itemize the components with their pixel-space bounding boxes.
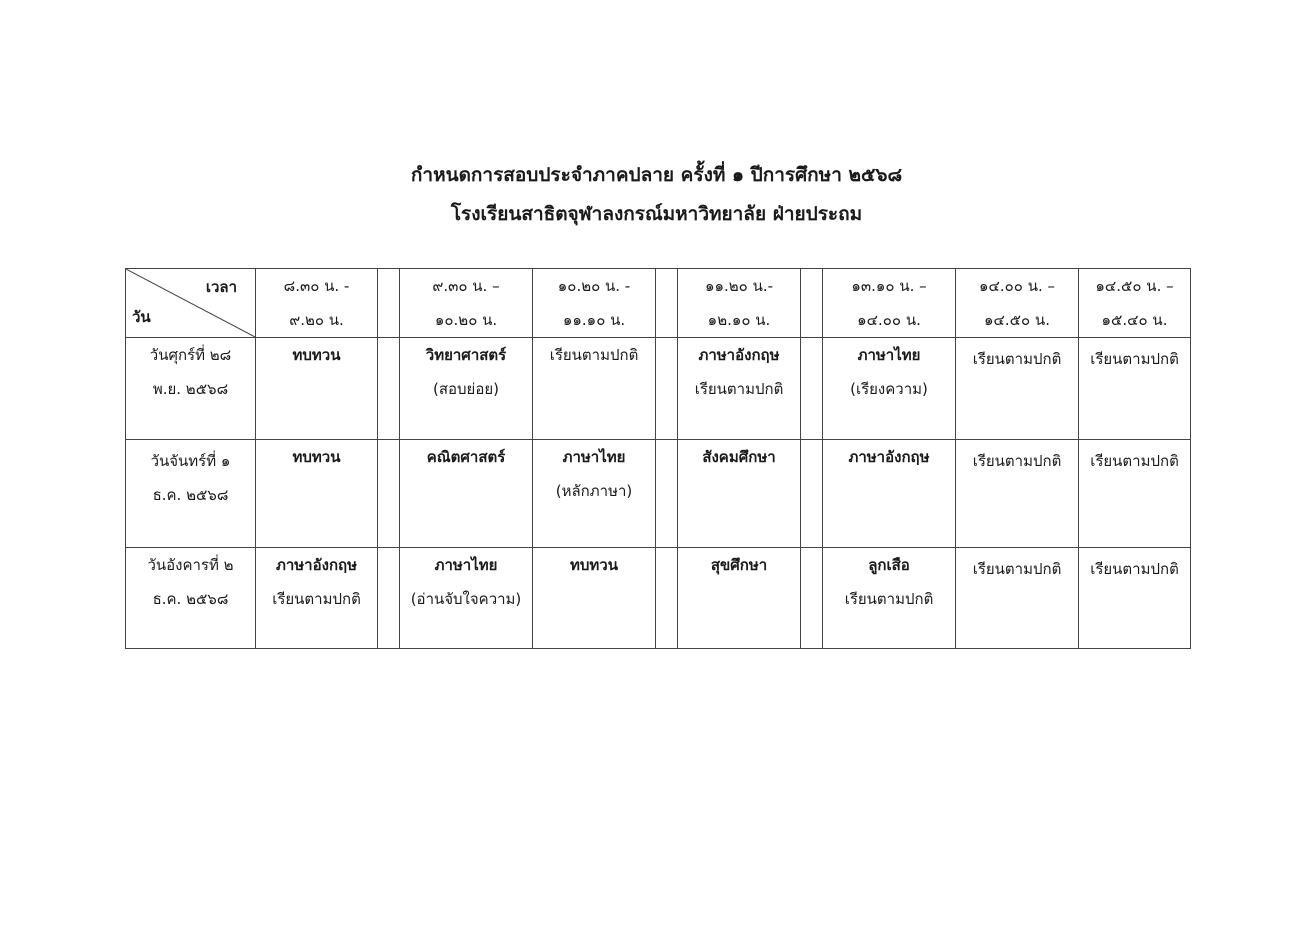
- header-row: [126, 269, 1191, 338]
- schedule-cell: ภาษาไทย (หลักภาษา): [533, 440, 656, 548]
- gap-column: [656, 440, 678, 548]
- table-row: [126, 338, 1191, 440]
- gap-column: [378, 338, 400, 440]
- time-slot-header: ๑๔.๐๐ น. – ๑๔.๕๐ น.: [956, 269, 1079, 338]
- gap-column: [378, 440, 400, 548]
- schedule-cell: ภาษาไทย (เรียงความ): [823, 338, 956, 440]
- schedule-cell: สุขศึกษา: [678, 548, 801, 649]
- schedule-cell: ภาษาอังกฤษ เรียนตามปกติ: [678, 338, 801, 440]
- schedule-cell: ทบทวน: [256, 338, 378, 440]
- schedule-cell: เรียนตามปกติ: [533, 338, 656, 440]
- time-slot-header: ๑๑.๒๐ น.- ๑๒.๑๐ น.: [678, 269, 801, 338]
- day-cell: วันอังคารที่ ๒ ธ.ค. ๒๕๖๘: [126, 548, 256, 649]
- schedule-cell: คณิตศาสตร์: [400, 440, 533, 548]
- schedule-cell: เรียนตามปกติ: [1079, 440, 1191, 548]
- table-row: [126, 548, 1191, 649]
- gap-column: [656, 548, 678, 649]
- schedule-cell: สังคมศึกษา: [678, 440, 801, 548]
- gap-column: [378, 269, 400, 338]
- schedule-cell: ลูกเสือ เรียนตามปกติ: [823, 548, 956, 649]
- schedule-cell: ทบทวน: [533, 548, 656, 649]
- time-slot-header: ๑๓.๑๐ น. – ๑๔.๐๐ น.: [823, 269, 956, 338]
- schedule-cell: เรียนตามปกติ: [956, 338, 1079, 440]
- schedule-cell: วิทยาศาสตร์ (สอบย่อย): [400, 338, 533, 440]
- table-row: [126, 440, 1191, 548]
- time-slot-header: ๑๔.๕๐ น. – ๑๕.๔๐ น.: [1079, 269, 1191, 338]
- gap-column: [656, 269, 678, 338]
- time-slot-header: ๘.๓๐ น. - ๙.๒๐ น.: [256, 269, 378, 338]
- gap-column: [801, 338, 823, 440]
- schedule-cell: ภาษาไทย (อ่านจับใจความ): [400, 548, 533, 649]
- schedule-cell: ทบทวน: [256, 440, 378, 548]
- gap-column: [378, 548, 400, 649]
- schedule-cell: ภาษาอังกฤษ เรียนตามปกติ: [256, 548, 378, 649]
- schedule-cell: เรียนตามปกติ: [1079, 338, 1191, 440]
- gap-column: [801, 269, 823, 338]
- time-slot-header: ๙.๓๐ น. – ๑๐.๒๐ น.: [400, 269, 533, 338]
- schedule-cell: เรียนตามปกติ: [956, 548, 1079, 649]
- corner-time-label: เวลา: [205, 278, 237, 296]
- schedule-cell: เรียนตามปกติ: [956, 440, 1079, 548]
- exam-schedule-table: [125, 268, 1191, 649]
- corner-day-label: วัน: [132, 308, 151, 326]
- time-slot-header: ๑๐.๒๐ น. - ๑๑.๑๐ น.: [533, 269, 656, 338]
- day-cell: วันศุกร์ที่ ๒๘ พ.ย. ๒๕๖๘: [126, 338, 256, 440]
- gap-column: [801, 440, 823, 548]
- schedule-cell: ภาษาอังกฤษ: [823, 440, 956, 548]
- page-title: กำหนดการสอบประจำภาคปลาย ครั้งที่ ๑ ปีการศึกษา ๒๕๖๘: [410, 164, 903, 186]
- page-subtitle: โรงเรียนสาธิตจุฬาลงกรณ์มหาวิทยาลัย ฝ่ายประถม: [450, 203, 863, 225]
- schedule-cell: เรียนตามปกติ: [1079, 548, 1191, 649]
- day-cell: วันจันทร์ที่ ๑ ธ.ค. ๒๕๖๘: [126, 440, 256, 548]
- gap-column: [801, 548, 823, 649]
- gap-column: [656, 338, 678, 440]
- corner-cell: [126, 269, 256, 338]
